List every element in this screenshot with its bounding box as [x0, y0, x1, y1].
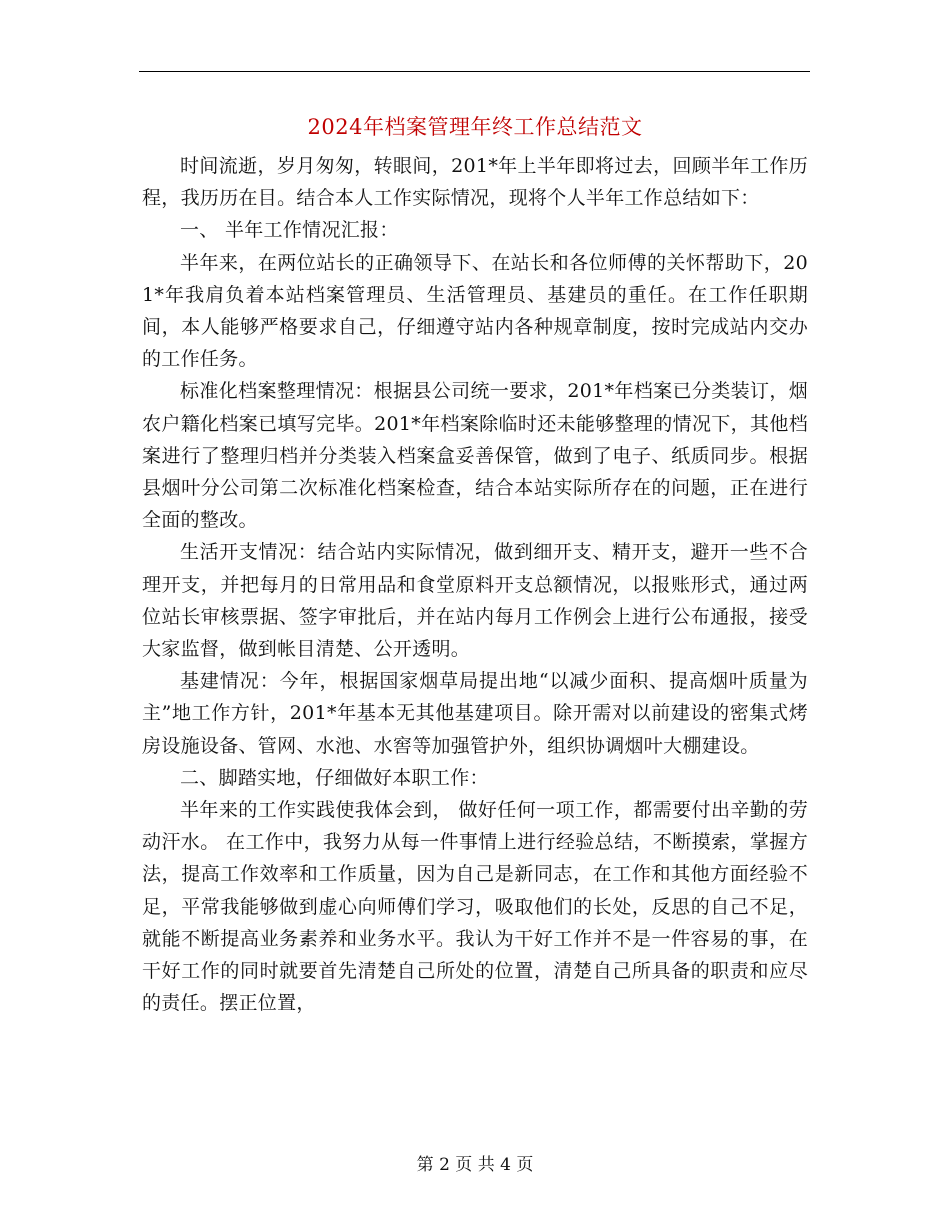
paragraph-expenses: 生活开支情况：结合站内实际情况，做到细开支、精开支，避开一些不合理开支，并把每月的日常用品和食堂原料开支总额情况，以报账形式，通过两位站长审核票据、签字审批后，并在站内每月工作例会上进行公布通报，接受大家监督，做到帐目清楚、公开透明。	[142, 541, 808, 661]
document-title: 2024年档案管理年终工作总结范文	[307, 115, 643, 139]
heading-section-1: 一、 半年工作情况汇报：	[180, 219, 399, 242]
header-rule	[139, 71, 810, 72]
document-body	[142, 150, 808, 1019]
paragraph-practice: 半年来的工作实践使我体会到， 做好任何一项工作，都需要付出辛勤的劳动汗水。 在工作中，我努力从每一件事情上进行经验总结，不断摸索，掌握方法，提高工作效率和工作质量，因为自己是新同志，在工作和其他方面经验不足，平常我能够做到虚心向师傅们学习，吸取他们的长处，反思的自己不足，就能不断提高业务素养和业务水平。我认为干好工作并不是一件容易的事，在干好工作的同时就要首先清楚自己所处的位置，清楚自己所具备的职责和应尽的责任。摆正位置，	[142, 799, 808, 1015]
paragraph-archives: 标准化档案整理情况：根据县公司统一要求，201*年档案已分类装订，烟农户籍化档案已填写完毕。201*年档案除临时还未能够整理的情况下，其他档案进行了整理归档并分类装入档案盒妥善保管，做到了电子、纸质同步。根据县烟叶分公司第二次标准化档案检查，结合本站实际所存在的问题，正在进行全面的整改。	[142, 380, 808, 532]
page-number: 第 2 页 共 4 页	[416, 1155, 534, 1175]
paragraph-overview: 半年来，在两位站长的正确领导下、在站长和各位师傅的关怀帮助下，201*年我肩负着本站档案管理员、生活管理员、基建员的重任。在工作任职期间，本人能够严格要求自己，仔细遵守站内各种规章制度，按时完成站内交办的工作任务。	[142, 251, 808, 371]
page-footer	[0, 1153, 950, 1177]
heading-section-2: 二、脚踏实地，仔细做好本职工作：	[180, 766, 489, 789]
paragraph-construction: 基建情况：今年，根据国家烟草局提出地“以减少面积、提高烟叶质量为主”地工作方针，201*年基本无其他基建项目。除开需对以前建设的密集式烤房设施设备、管网、水池、水窖等加强管护外，组织协调烟叶大棚建设。	[142, 670, 808, 757]
paragraph-intro: 时间流逝，岁月匆匆，转眼间，201*年上半年即将过去，回顾半年工作历程，我历历在目。结合本人工作实际情况，现将个人半年工作总结如下：	[142, 155, 808, 210]
